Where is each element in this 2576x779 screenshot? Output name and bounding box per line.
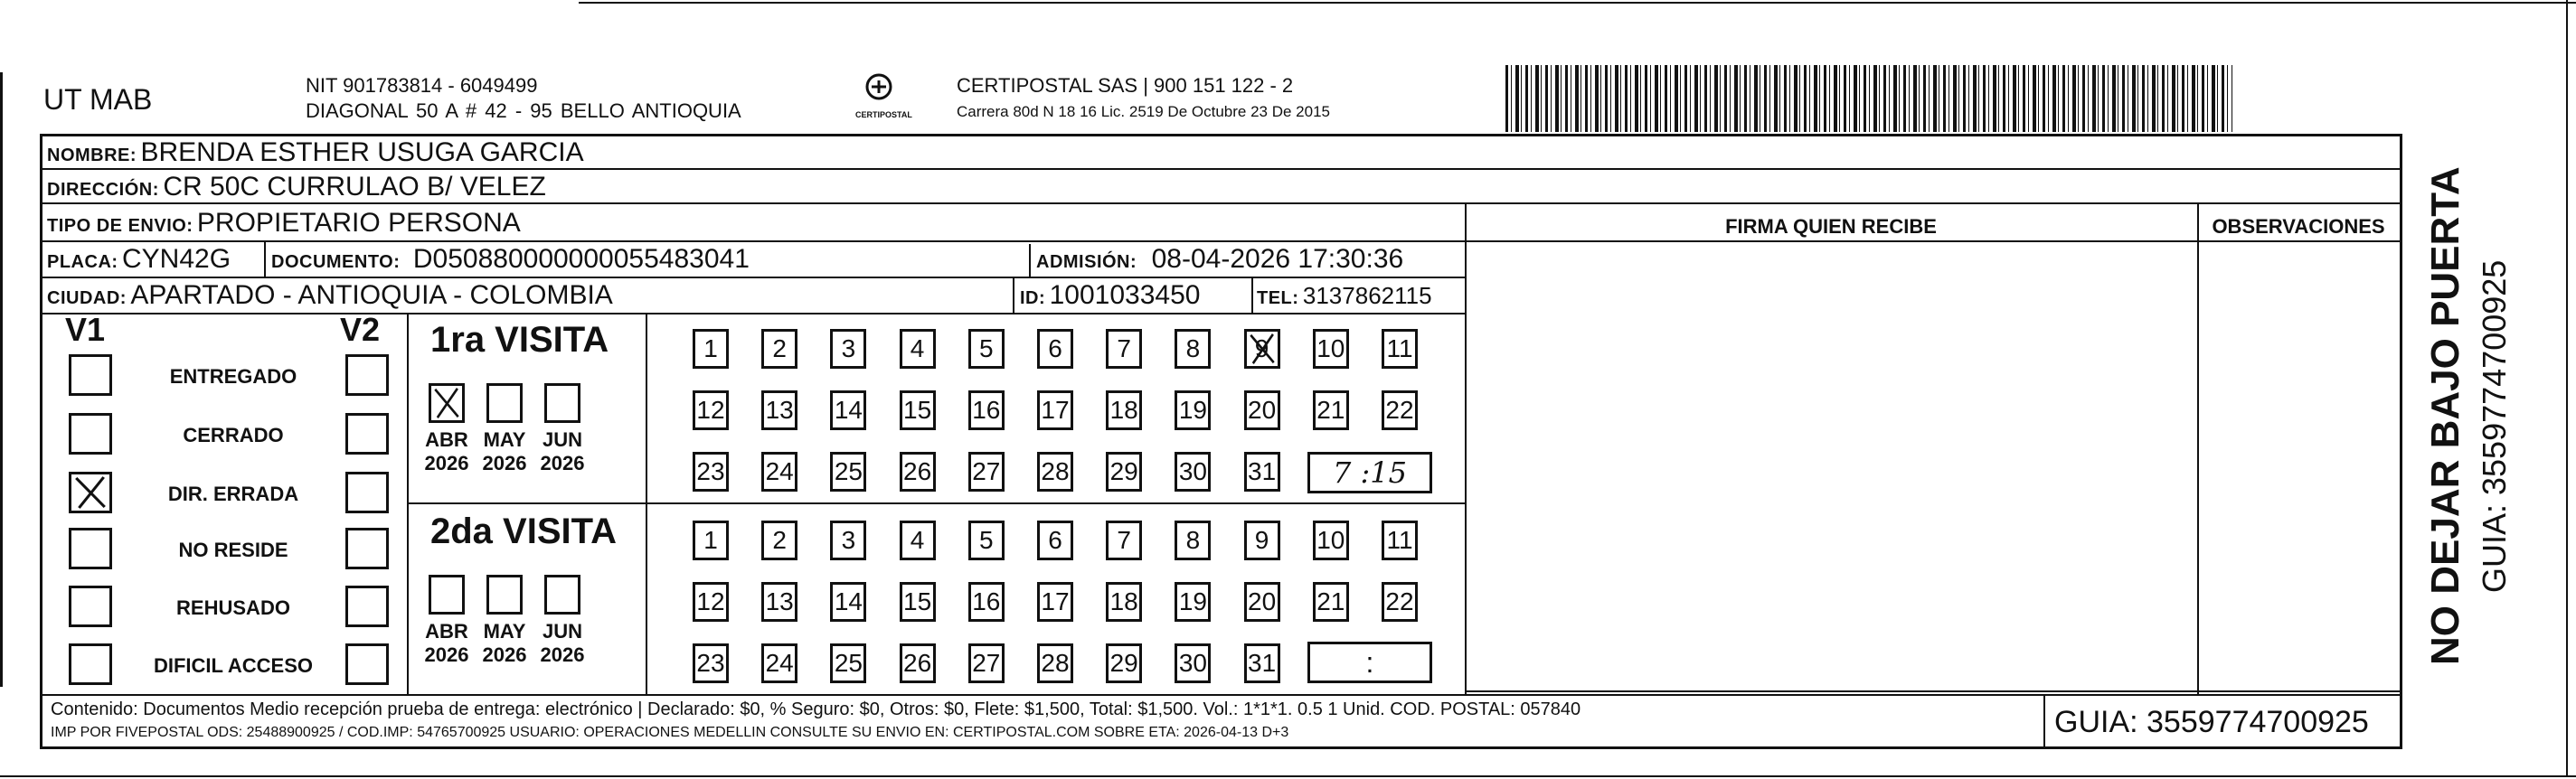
- day-box[interactable]: 22: [1382, 390, 1418, 430]
- nombre-row: [47, 137, 584, 168]
- day-box[interactable]: 14: [830, 390, 866, 430]
- row-line-1: [40, 168, 2400, 170]
- admision-label: ADMISIÓN:: [1036, 252, 1137, 272]
- documento-row: [271, 244, 750, 275]
- nombre-value: BRENDA ESTHER USUGA GARCIA: [140, 137, 584, 167]
- barcode-icon: [1505, 65, 2232, 132]
- day-box[interactable]: 17: [1037, 582, 1073, 622]
- day-box[interactable]: 16: [968, 582, 1005, 622]
- day-box[interactable]: 29: [1106, 452, 1142, 492]
- documento-label: DOCUMENTO:: [271, 252, 401, 272]
- day-box[interactable]: 13: [761, 582, 797, 622]
- documento-value: D050880000000055483041: [412, 244, 750, 274]
- firma-header-line: [1465, 240, 2400, 242]
- day-box[interactable]: 23: [693, 452, 729, 492]
- bottom-edge: [0, 775, 2576, 777]
- admision-sep: [1029, 244, 1031, 277]
- year-label: 2026: [424, 452, 469, 474]
- visit-divider: [407, 502, 1465, 504]
- sender-address: DIAGONAL 50 A # 42 - 95 BELLO ANTIOQUIA: [306, 99, 741, 122]
- day-box[interactable]: 31: [1244, 452, 1280, 492]
- footer-imp: IMP POR FIVEPOSTAL ODS: 25488900925 / COD.IMP: 54765700925 USUARIO: OPERACIONES MEDELLIN CONSULTE SU ENVIO EN: CERTIPOSTAL.COM SOBRE ETA: 2026-04-13 D+3: [51, 725, 1289, 740]
- month-checkbox[interactable]: [486, 575, 523, 615]
- year-label: 2026: [540, 643, 585, 666]
- day-box[interactable]: 11: [1382, 521, 1418, 560]
- id-label: ID:: [1020, 288, 1046, 308]
- footer-guia-sep: [2043, 694, 2045, 746]
- second-visit-title: 2da VISITA: [430, 512, 617, 551]
- day-box[interactable]: 8: [1175, 329, 1211, 369]
- row-line-5: [40, 313, 1465, 314]
- day-box[interactable]: 13: [761, 390, 797, 430]
- day-box[interactable]: 27: [968, 452, 1005, 492]
- placa-sep: [264, 240, 266, 277]
- day-box[interactable]: 1: [693, 521, 729, 560]
- day-box[interactable]: 24: [761, 452, 797, 492]
- day-box[interactable]: 21: [1313, 582, 1349, 622]
- firma-bottom-line: [1465, 690, 2400, 692]
- day-box[interactable]: 6: [1037, 521, 1073, 560]
- day-box[interactable]: 11: [1382, 329, 1418, 369]
- tel-sep: [1251, 278, 1253, 313]
- day-box[interactable]: 20: [1244, 390, 1280, 430]
- day-box[interactable]: 28: [1037, 643, 1073, 683]
- day-box[interactable]: 2: [761, 521, 797, 560]
- frame-right: [2400, 134, 2402, 746]
- year-label: 2026: [482, 452, 527, 474]
- day-box[interactable]: 27: [968, 643, 1005, 683]
- admision-value: 08-04-2026 17:30:36: [1151, 244, 1404, 274]
- direccion-label: DIRECCIÓN:: [47, 180, 159, 200]
- day-box[interactable]: 4: [900, 521, 936, 560]
- day-box[interactable]: 31: [1244, 643, 1280, 683]
- day-box[interactable]: 8: [1175, 521, 1211, 560]
- placa-row: [47, 244, 231, 275]
- first-time-value: 7 :15: [1332, 455, 1408, 490]
- frame-left: [40, 134, 42, 746]
- certipostal-logo-icon: [859, 72, 899, 108]
- day-box[interactable]: 30: [1175, 643, 1211, 683]
- placa-label: PLACA:: [47, 252, 118, 272]
- status-reason-label: ENTREGADO: [169, 365, 297, 388]
- day-box[interactable]: 30: [1175, 452, 1211, 492]
- day-box[interactable]: 7: [1106, 329, 1142, 369]
- v2-checkbox[interactable]: [345, 643, 389, 685]
- month-checkbox[interactable]: [486, 383, 523, 423]
- footer-top-line: [40, 694, 2400, 696]
- day-box[interactable]: 12: [693, 582, 729, 622]
- v2-checkbox[interactable]: [345, 586, 389, 627]
- day-box[interactable]: 1: [693, 329, 729, 369]
- day-box[interactable]: 17: [1037, 390, 1073, 430]
- v1-checkbox[interactable]: [69, 586, 112, 627]
- day-box[interactable]: 12: [693, 390, 729, 430]
- day-box[interactable]: 18: [1106, 582, 1142, 622]
- company-name: UT MAB: [43, 83, 153, 116]
- tipo-row: [47, 208, 521, 239]
- ciudad-value: APARTADO - ANTIOQUIA - COLOMBIA: [130, 280, 613, 310]
- status-reason-label: REHUSADO: [176, 596, 290, 619]
- status-reason-label: CERRADO: [183, 424, 284, 446]
- nombre-label: NOMBRE:: [47, 145, 137, 165]
- firma-left-line: [1465, 204, 1467, 694]
- carrier-name: CERTIPOSTAL SAS | 900 151 122 - 2: [957, 74, 1294, 97]
- month-checkbox[interactable]: [544, 383, 580, 423]
- month-checkbox[interactable]: [429, 575, 465, 615]
- day-box[interactable]: 24: [761, 643, 797, 683]
- month-checkbox[interactable]: [429, 383, 465, 423]
- nit: NIT 901783814 - 6049499: [306, 74, 538, 97]
- carrier-license: Carrera 80d N 18 16 Lic. 2519 De Octubre 23 De 2015: [957, 103, 1330, 120]
- direccion-row: [47, 172, 546, 202]
- v1-checkbox[interactable]: [69, 354, 112, 396]
- month-label: MAY: [483, 620, 526, 643]
- status-reason-label: DIR. ERRADA: [167, 483, 299, 505]
- status-reason-label: DIFICIL ACCESO: [153, 654, 313, 677]
- id-sep: [1013, 278, 1014, 313]
- day-box[interactable]: 19: [1175, 390, 1211, 430]
- v1-checkbox[interactable]: [69, 643, 112, 685]
- id-value: 1001033450: [1049, 280, 1201, 310]
- tel-row: [1257, 282, 1432, 310]
- day-box[interactable]: 10: [1313, 521, 1349, 560]
- top-edge: [579, 2, 2576, 4]
- left-edge: [0, 72, 3, 687]
- tel-value: 3137862115: [1302, 282, 1432, 309]
- footer-contents: Contenido: Documentos Medio recepción prueba de entrega: electrónico | Declarado: $0, % Seguro: $0, Otros: $0, Flete: $1,500, Total: $1,500. Vol.: 1*1*1. 0.5 1 Unid. COD. POSTAL: 057840: [51, 699, 1581, 719]
- ciudad-row: [47, 280, 613, 311]
- month-label: MAY: [483, 428, 526, 451]
- placa-value: CYN42G: [122, 244, 231, 274]
- first-visit-title: 1ra VISITA: [430, 320, 609, 360]
- second-time-value: :: [1365, 646, 1374, 679]
- day-box[interactable]: 15: [900, 582, 936, 622]
- frame-bottom: [40, 746, 2402, 749]
- day-box[interactable]: 22: [1382, 582, 1418, 622]
- day-box[interactable]: 14: [830, 582, 866, 622]
- month-label: JUN: [542, 428, 582, 451]
- side-warning: NO DEJAR BAJO PUERTA: [2423, 166, 2467, 665]
- admision-row: [1036, 244, 1403, 275]
- month-label: ABR: [425, 620, 468, 643]
- direccion-value: CR 50C CURRULAO B/ VELEZ: [163, 172, 546, 202]
- tipo-value: PROPIETARIO PERSONA: [196, 208, 521, 238]
- month-label: JUN: [542, 620, 582, 643]
- month-label: ABR: [425, 428, 468, 451]
- v2-checkbox[interactable]: [345, 528, 389, 569]
- day-box[interactable]: 3: [830, 521, 866, 560]
- v1-checkbox[interactable]: [69, 413, 112, 455]
- day-box[interactable]: 3: [830, 329, 866, 369]
- v2-label: V2: [340, 311, 381, 348]
- day-box[interactable]: 16: [968, 390, 1005, 430]
- day-box[interactable]: 23: [693, 643, 729, 683]
- second-time-box[interactable]: [1307, 642, 1432, 683]
- id-row: [1020, 280, 1200, 311]
- day-box[interactable]: 15: [900, 390, 936, 430]
- month-checkbox[interactable]: [544, 575, 580, 615]
- day-box[interactable]: 20: [1244, 582, 1280, 622]
- day-box[interactable]: 5: [968, 329, 1005, 369]
- day-box[interactable]: 10: [1313, 329, 1349, 369]
- year-label: 2026: [540, 452, 585, 474]
- v2-checkbox[interactable]: [345, 354, 389, 396]
- observaciones-label: OBSERVACIONES: [2212, 215, 2385, 238]
- logo-text: CERTIPOSTAL: [855, 110, 912, 119]
- day-box[interactable]: 28: [1037, 452, 1073, 492]
- day-box[interactable]: 25: [830, 452, 866, 492]
- right-edge: [2566, 0, 2568, 777]
- year-label: 2026: [482, 643, 527, 666]
- frame-top: [40, 134, 2400, 136]
- year-label: 2026: [424, 643, 469, 666]
- day-box[interactable]: 19: [1175, 582, 1211, 622]
- day-box[interactable]: 18: [1106, 390, 1142, 430]
- day-box[interactable]: 6: [1037, 329, 1073, 369]
- obs-left-line: [2197, 204, 2199, 694]
- row-line-2: [40, 202, 2400, 204]
- footer-guia: GUIA: 3559774700925: [2054, 705, 2369, 739]
- tipo-label: TIPO DE ENVIO:: [47, 216, 193, 236]
- day-box[interactable]: 25: [830, 643, 866, 683]
- day-box[interactable]: 9: [1244, 329, 1280, 369]
- day-box[interactable]: 5: [968, 521, 1005, 560]
- v2-checkbox[interactable]: [345, 472, 389, 513]
- firma-label: FIRMA QUIEN RECIBE: [1725, 215, 1937, 238]
- day-box[interactable]: 26: [900, 452, 936, 492]
- day-box[interactable]: 4: [900, 329, 936, 369]
- ciudad-label: CIUDAD:: [47, 288, 127, 308]
- day-box[interactable]: 7: [1106, 521, 1142, 560]
- status-reason-label: NO RESIDE: [178, 539, 288, 561]
- first-time-box[interactable]: [1307, 452, 1432, 493]
- v2-checkbox[interactable]: [345, 413, 389, 455]
- v1-label: V1: [65, 311, 106, 348]
- day-box[interactable]: 9: [1244, 521, 1280, 560]
- v1-checkbox[interactable]: [69, 528, 112, 569]
- day-box[interactable]: 26: [900, 643, 936, 683]
- tel-label: TEL:: [1257, 288, 1299, 308]
- v1-checkbox[interactable]: [69, 472, 112, 513]
- side-guia: GUIA: 3559774700925: [2476, 259, 2513, 593]
- day-box[interactable]: 21: [1313, 390, 1349, 430]
- day-box[interactable]: 2: [761, 329, 797, 369]
- day-box[interactable]: 29: [1106, 643, 1142, 683]
